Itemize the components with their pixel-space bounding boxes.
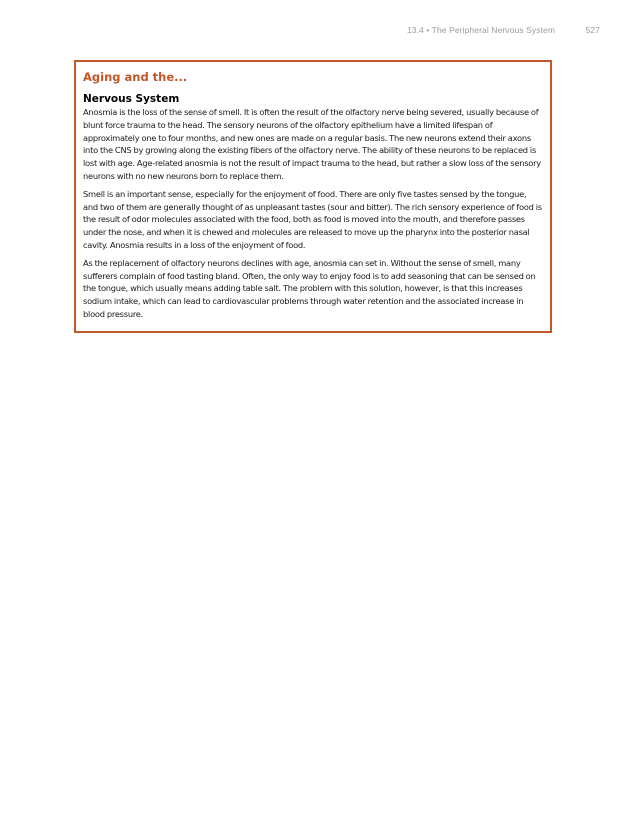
feature-paragraph: Anosmia is the loss of the sense of smell. It is often the result of the olfactory nerve being severed, usually because of blunt force trauma to the head. The sensory neurons of the olfactory epithelium have a limited lifespan of approximately one to four months, and new ones are made on a regular basis. The new neurons extend their axons into the CNS by growing along the existing fibers of the olfactory nerve. The ability of these neurons to be replaced is lost with age. Age-related anosmia is not the result of impact trauma to the head, but rather a slow loss of the sensory neurons with no new neurons born to replace them. (83, 107, 541, 181)
feature-paragraph: As the replacement of olfactory neurons declines with age, anosmia can set in. Without the sense of smell, many sufferers complain of food tasting bland. Often, the only way to enjoy food is to add seasoning that can be sensed on the tongue, which usually means adding table salt. The problem with this solution, however, is that this increases sodium intake, which can lead to cardiovascular problems through water retention and the associated increase in blood pressure. (83, 257, 536, 319)
feature-paragraph: Smell is an important sense, especially for the enjoyment of food. There are only five tastes sensed by the tongue, and two of them are generally thought of as unpleasant tastes (sour and bitter). The rich sensory experience of food is the result of odor molecules associated with the food, both as food is moved into the mouth, and therefore passes under the nose, and when it is chewed and molecules are released to move up the pharynx into the posterior nasal cavity. Anosmia results in a loss of the enjoyment of food. (83, 188, 542, 250)
feature-body (83, 106, 542, 321)
running-header (407, 25, 600, 35)
feature-title: Aging and the... (83, 70, 188, 84)
section-title: 13.4 • The Peripheral Nervous System (406, 25, 556, 35)
page-number: 527 (585, 25, 600, 35)
aging-feature-box (74, 60, 552, 333)
feature-subtitle: Nervous System (83, 93, 180, 105)
